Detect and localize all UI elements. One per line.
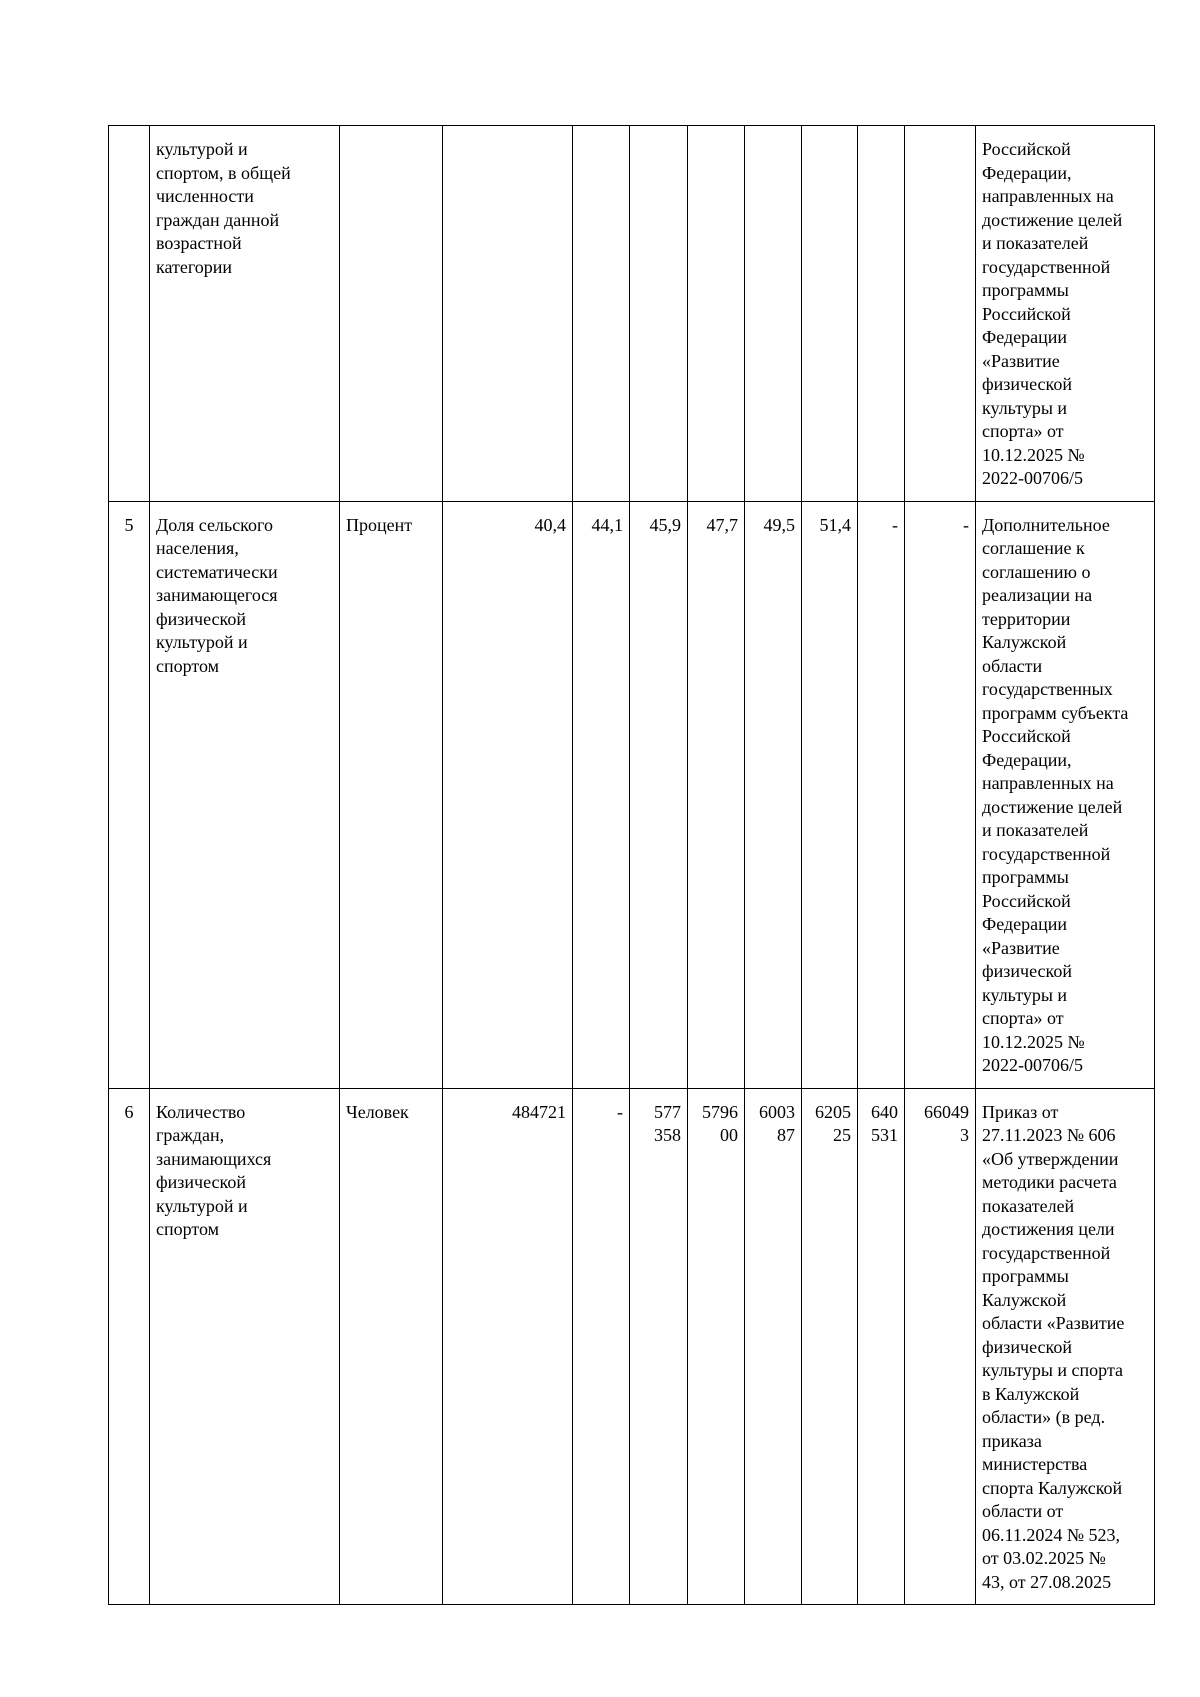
value-cell-1: -	[573, 1088, 630, 1605]
unit-cell: Процент	[340, 501, 443, 1088]
value-cell-3	[688, 126, 745, 502]
value-cell-7	[905, 126, 976, 502]
indicator-name: Доля сельского населения, систематически занимающегося физической культурой и спортом	[150, 501, 340, 1088]
row-number: 5	[109, 501, 150, 1088]
unit-cell: Человек	[340, 1088, 443, 1605]
table-row	[109, 1088, 1155, 1605]
value-cell-3: 5796 00	[688, 1088, 745, 1605]
value-cell-6: -	[858, 501, 905, 1088]
value-cell-6: 640 531	[858, 1088, 905, 1605]
value-cell-1: 44,1	[573, 501, 630, 1088]
source-document-cell: Приказ от 27.11.2023 № 606 «Об утверждении методики расчета показателей достижения цели государственной программы Калужской области «Развитие физической культуры и спорта в Калужской области» (в ред. приказа министерства спорта Калужской области от 06.11.2024 № 523, от 03.02.2025 № 43, от 27.08.2025	[976, 1088, 1155, 1605]
value-cell-4: 49,5	[745, 501, 802, 1088]
indicator-name: Количество граждан, занимающихся физической культурой и спортом	[150, 1088, 340, 1605]
value-cell-3: 47,7	[688, 501, 745, 1088]
value-cell-5: 6205 25	[802, 1088, 858, 1605]
row-number	[109, 126, 150, 502]
value-cell-7: 66049 3	[905, 1088, 976, 1605]
row-number: 6	[109, 1088, 150, 1605]
value-cell-2	[630, 126, 688, 502]
value-cell-6	[858, 126, 905, 502]
base-value-cell	[443, 126, 573, 502]
source-document-cell: Российской Федерации, направленных на достижение целей и показателей государственной программы Российской Федерации «Развитие физической культуры и спорта» от 10.12.2025 № 2022-00706/5	[976, 126, 1155, 502]
value-cell-5	[802, 126, 858, 502]
indicator-name: культурой и спортом, в общей численности граждан данной возрастной категории	[150, 126, 340, 502]
unit-cell	[340, 126, 443, 502]
value-cell-7: -	[905, 501, 976, 1088]
value-cell-1	[573, 126, 630, 502]
indicators-table	[108, 125, 1155, 1605]
value-cell-4: 6003 87	[745, 1088, 802, 1605]
base-value-cell: 40,4	[443, 501, 573, 1088]
table-row	[109, 126, 1155, 502]
base-value-cell: 484721	[443, 1088, 573, 1605]
table-row	[109, 501, 1155, 1088]
value-cell-2: 45,9	[630, 501, 688, 1088]
value-cell-4	[745, 126, 802, 502]
value-cell-5: 51,4	[802, 501, 858, 1088]
value-cell-2: 577 358	[630, 1088, 688, 1605]
source-document-cell: Дополнительное соглашение к соглашению о реализации на территории Калужской области государственных программ субъекта Российской Федерации, направленных на достижение целей и показателей государственной программы Российской Федерации «Развитие физической культуры и спорта» от 10.12.2025 № 2022-00706/5	[976, 501, 1155, 1088]
